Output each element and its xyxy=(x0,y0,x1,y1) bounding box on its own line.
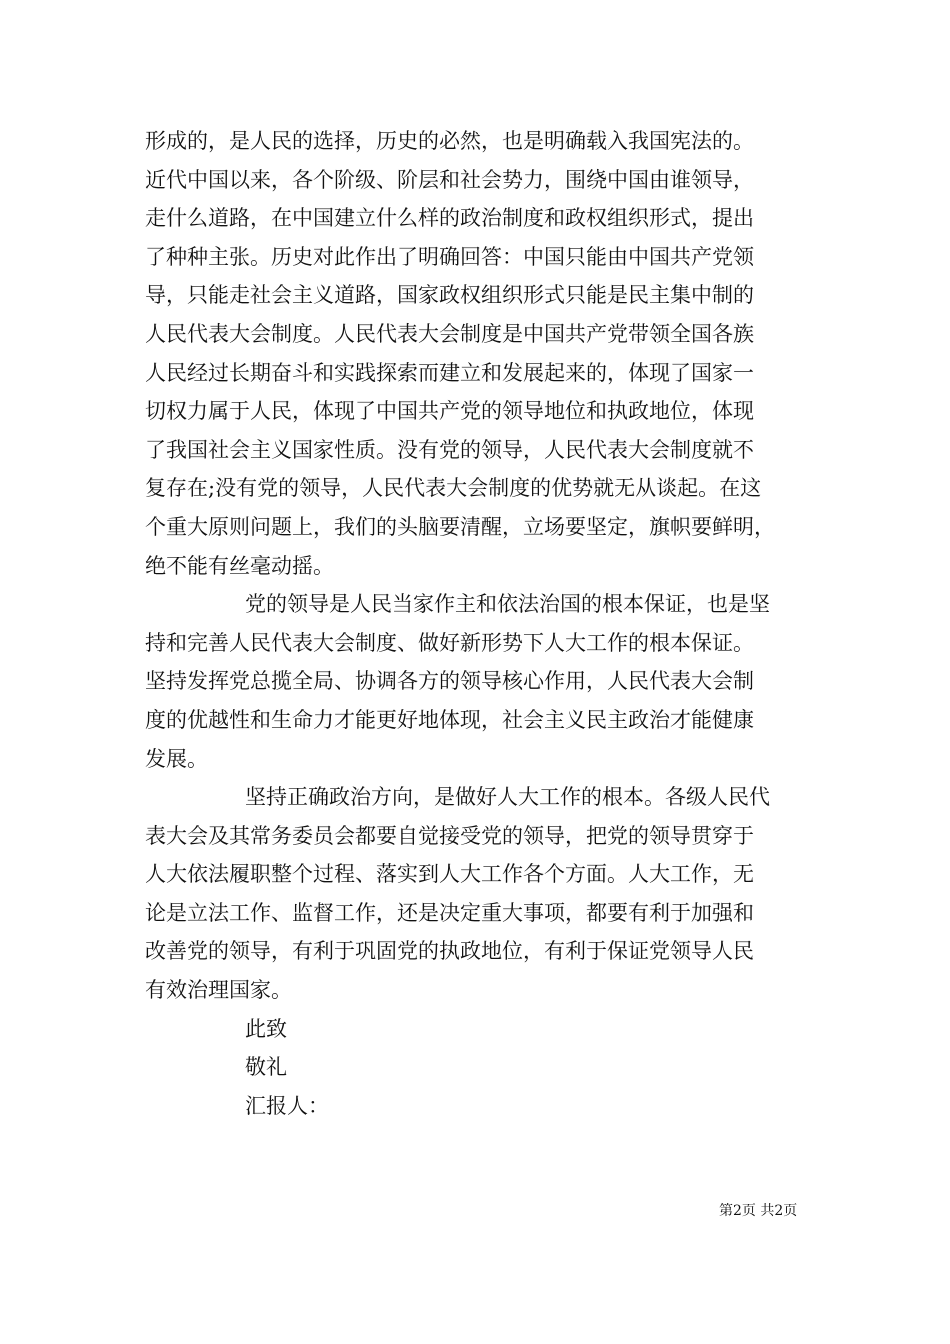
text-line: 复存在;没有党的领导，人民代表大会制度的优势就无从谈起。在这 xyxy=(145,476,762,501)
text-line-indented: 党的领导是人民当家作主和依法治国的根本保证，也是坚 xyxy=(245,592,770,617)
reporter-label: 汇报人： xyxy=(245,1093,329,1118)
text-line: 人大依法履职整个过程、落实到人大工作各个方面。人大工作，无 xyxy=(145,862,754,887)
text-line: 导，只能走社会主义道路，国家政权组织形式只能是民主集中制的 xyxy=(145,283,754,308)
document-body xyxy=(145,122,825,1125)
closing-block xyxy=(145,1010,825,1126)
text-line: 度的优越性和生命力才能更好地体现，社会主义民主政治才能健康 xyxy=(145,707,754,732)
text-line: 切权力属于人民，体现了中国共产党的领导地位和执政地位，体现 xyxy=(145,399,754,424)
text-line: 近代中国以来，各个阶级、阶层和社会势力，围绕中国由谁领导， xyxy=(145,167,754,192)
text-line: 人民代表大会制度。人民代表大会制度是中国共产党带领全国各族 xyxy=(145,321,754,346)
text-line: 持和完善人民代表大会制度、做好新形势下人大工作的根本保证。 xyxy=(145,630,754,655)
text-line: 了种种主张。历史对此作出了明确回答：中国只能由中国共产党领 xyxy=(145,244,754,269)
text-line: 形成的，是人民的选择，历史的必然，也是明确载入我国宪法的。 xyxy=(145,129,754,153)
text-line: 人民经过长期奋斗和实践探索而建立和发展起来的，体现了国家一 xyxy=(145,360,754,385)
closing-salutation: 此致 xyxy=(245,1016,287,1041)
page-number-footer: 第2页 共2页 xyxy=(719,1203,798,1219)
text-line: 有效治理国家。 xyxy=(145,978,292,1003)
closing-regards: 敬礼 xyxy=(245,1055,287,1080)
paragraph-3 xyxy=(145,778,825,1010)
text-line: 个重大原则问题上，我们的头脑要清醒，立场要坚定，旗帜要鲜明， xyxy=(145,514,775,539)
text-line: 表大会及其常务委员会都要自觉接受党的领导，把党的领导贯穿于 xyxy=(145,823,754,848)
paragraph-2 xyxy=(145,585,825,778)
paragraph-1 xyxy=(145,122,825,585)
text-line: 绝不能有丝毫动摇。 xyxy=(145,553,334,578)
text-line: 改善党的领导，有利于巩固党的执政地位，有利于保证党领导人民 xyxy=(145,939,754,964)
text-line-indented: 坚持正确政治方向，是做好人大工作的根本。各级人民代 xyxy=(245,785,770,810)
text-line: 论是立法工作、监督工作，还是决定重大事项，都要有利于加强和 xyxy=(145,900,754,925)
text-line: 坚持发挥党总揽全局、协调各方的领导核心作用，人民代表大会制 xyxy=(145,669,754,694)
text-line: 发展。 xyxy=(145,746,208,771)
text-line: 走什么道路，在中国建立什么样的政治制度和政权组织形式，提出 xyxy=(145,206,754,231)
text-line: 了我国社会主义国家性质。没有党的领导，人民代表大会制度就不 xyxy=(145,437,754,462)
